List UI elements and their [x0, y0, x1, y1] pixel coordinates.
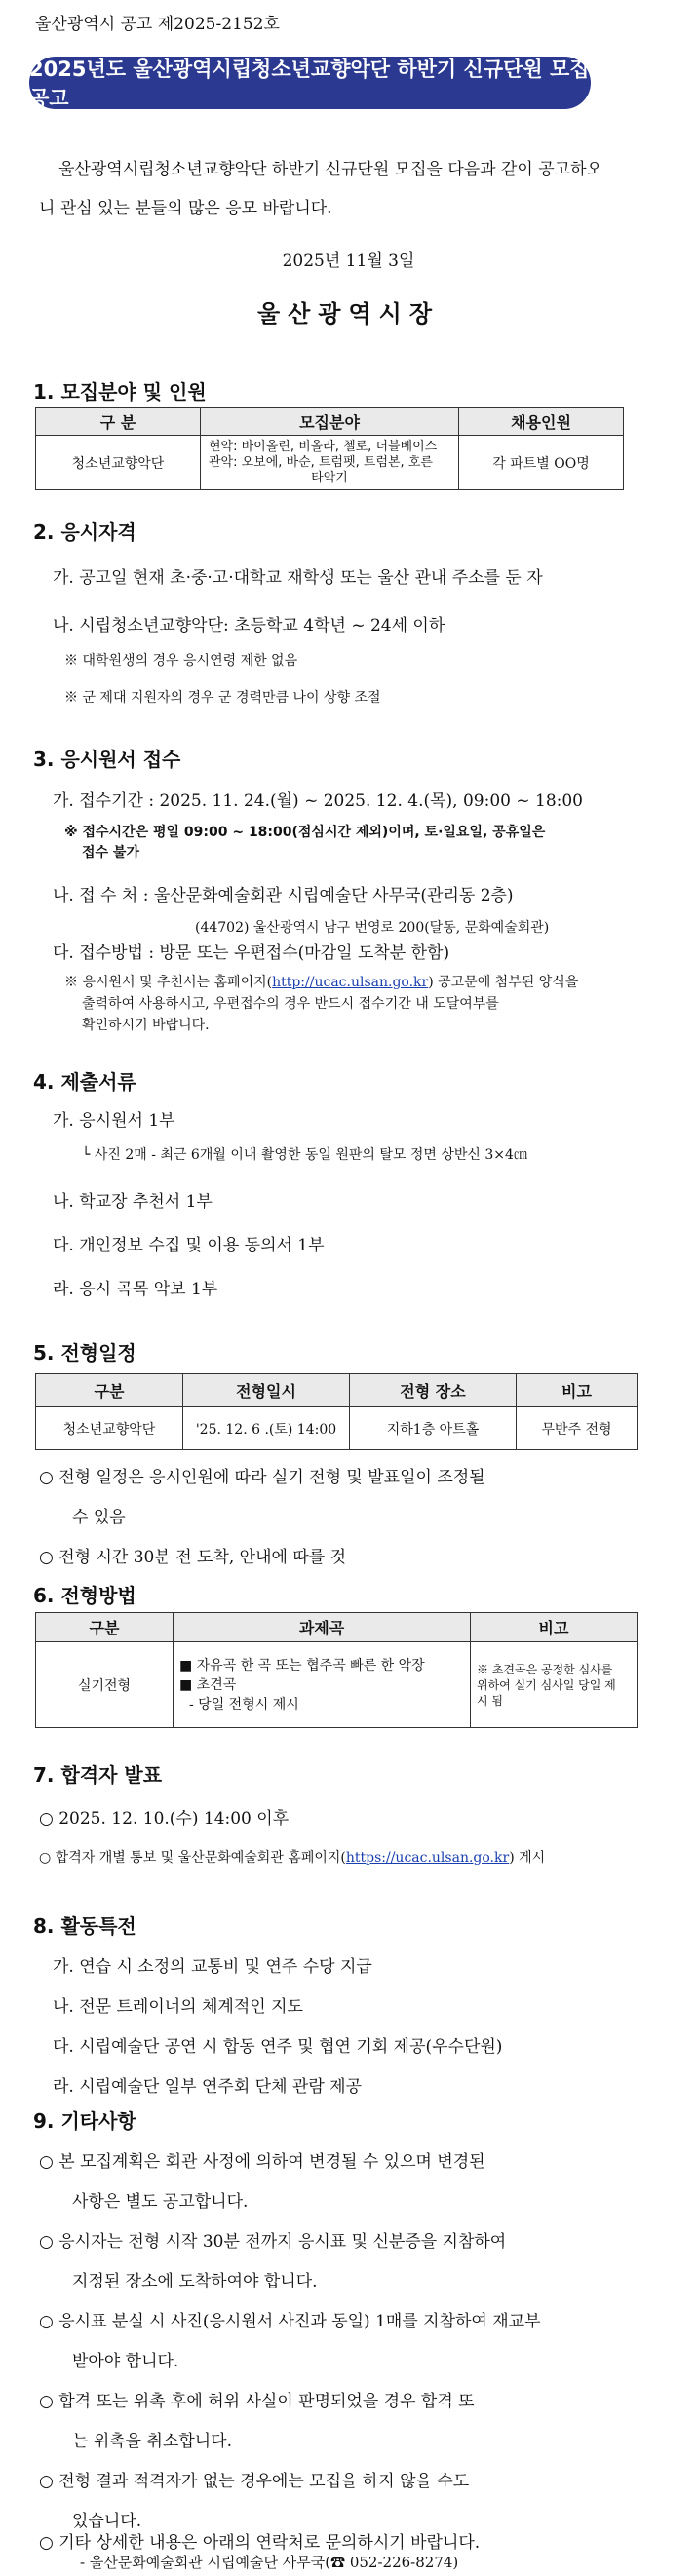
s3-place: 나. 접 수 처 : 울산문화예술회관 시립예술단 사무국(관리동 2층): [53, 886, 514, 905]
s7-date: ○ 2025. 12. 10.(수) 14:00 이후: [39, 1809, 290, 1828]
recruit-table: [35, 407, 624, 490]
recruit-field-winds: 관악: 오보에, 바순, 트럼펫, 트럼본, 호른: [209, 454, 433, 470]
s9-item-4b: 는 위촉을 취소합니다.: [72, 2432, 233, 2451]
section-1-heading: 1. 모집분야 및 인원: [33, 380, 207, 404]
method-col-piece: 과제곡: [174, 1613, 471, 1642]
s8-item-d: 라. 시립예술단 일부 연주회 단체 관람 제공: [53, 2077, 363, 2096]
issuer: 울산광역시장: [256, 299, 441, 327]
s9-item-4a: ○ 합격 또는 위촉 후에 허위 사실이 판명되었을 경우 합격 또: [39, 2392, 475, 2411]
s2-note-2: ※ 군 제대 지원자의 경우 군 경력만큼 나이 상향 조절: [64, 690, 381, 706]
schedule-col-place: 전형 장소: [350, 1374, 517, 1407]
schedule-col-remark: 비고: [517, 1374, 638, 1407]
recruit-col-count: 채용인원: [459, 408, 624, 436]
s2-item-a: 가. 공고일 현재 초·중·고·대학교 재학생 또는 울산 관내 주소를 둔 자: [53, 568, 543, 588]
section-5-heading: 5. 전형일정: [33, 1341, 136, 1365]
method-piece-1: ■ 자유곡 한 곡 또는 협주곡 빠른 한 악장: [179, 1657, 425, 1673]
s4-item-c: 다. 개인정보 수집 및 이용 동의서 1부: [53, 1236, 325, 1255]
s8-item-b: 나. 전문 트레이너의 체계적인 지도: [53, 1997, 303, 2017]
s3-note-form-pre: ※ 응시원서 및 추천서는 홈페이지(: [64, 975, 273, 990]
method-piece-2: ■ 초견곡: [179, 1676, 237, 1693]
method-remark: ※ 초견곡은 공정한 심사를 위하여 실기 심사일 당일 제시 됨: [471, 1642, 638, 1728]
section-9-heading: 9. 기타사항: [33, 2109, 136, 2133]
recruit-field: [201, 436, 459, 490]
s2-note-1: ※ 대학원생의 경우 응시연령 제한 없음: [64, 653, 298, 669]
schedule-remark: 무반주 전형: [517, 1407, 638, 1450]
section-2-heading: 2. 응시자격: [33, 520, 136, 544]
section-7-heading: 7. 합격자 발표: [33, 1763, 163, 1787]
notice-title: 2025년도 울산광역시립청소년교향악단 하반기 신규단원 모집 공고: [29, 58, 590, 110]
section-3-heading: 3. 응시원서 접수: [33, 748, 181, 771]
s9-contact: - 울산문화예술회관 시립예술단 사무국(☎ 052-226-8274): [80, 2554, 459, 2571]
s9-item-5a: ○ 전형 결과 적격자가 없는 경우에는 모집을 하지 않을 수도: [39, 2472, 470, 2491]
notice-number: 울산광역시 공고 제2025-2152호: [35, 15, 280, 34]
intro-paragraph: 울산광역시립청소년교향악단 하반기 신규단원 모집을 다음과 같이 공고하오니 관심 있는 분들의 많은 응모 바랍니다.: [39, 160, 602, 218]
s4-item-a: 가. 응시원서 1부: [53, 1111, 175, 1131]
s3-note-form-2: 출력하여 사용하시고, 우편접수의 경우 반드시 접수기간 내 도달여부를: [82, 996, 499, 1012]
recruit-col-category: 구 분: [36, 408, 201, 436]
s3-method: 다. 접수방법 : 방문 또는 우편접수(마감일 도착분 한함): [53, 943, 450, 963]
s2-item-b: 나. 시립청소년교향악단: 초등학교 4학년 ~ 24세 이하: [53, 616, 445, 635]
s7-notify-pre: ○ 합격자 개별 통보 및 울산문화예술회관 홈페이지(: [39, 1850, 346, 1865]
method-col-type: 구분: [36, 1613, 174, 1642]
recruit-col-field: 모집분야: [201, 408, 459, 436]
method-table: [35, 1612, 638, 1728]
s5-note-1b: 수 있음: [72, 1508, 126, 1527]
recruit-count: 각 파트별 OO명: [459, 436, 624, 490]
s3-note-form-1: [64, 972, 578, 991]
s4-item-a-sub: └ 사진 2매 - 최근 6개월 이내 촬영한 동일 원판의 탈모 정면 상반신 3×4㎝: [82, 1147, 527, 1163]
method-type: 실기전형: [36, 1642, 174, 1728]
homepage-link[interactable]: http://ucac.ulsan.go.kr: [272, 975, 429, 990]
schedule-col-type: 구분: [36, 1374, 183, 1407]
s3-note-hours-2: 접수 불가: [82, 845, 139, 861]
s4-item-b: 나. 학교장 추천서 1부: [53, 1192, 213, 1211]
schedule-table: [35, 1373, 638, 1450]
s8-item-a: 가. 연습 시 소정의 교통비 및 연주 수당 지급: [53, 1957, 372, 1977]
s7-notify-post: ) 게시: [509, 1850, 546, 1865]
s9-item-1b: 사항은 별도 공고합니다.: [72, 2192, 249, 2211]
s3-note-form-3: 확인하시기 바랍니다.: [82, 1018, 210, 1033]
notice-date: 2025년 11월 3일: [282, 251, 415, 271]
s9-item-6: ○ 기타 상세한 내용은 아래의 연락처로 문의하시기 바랍니다.: [39, 2533, 481, 2553]
recruit-field-strings: 현악: 바이올린, 비올라, 첼로, 더블베이스: [209, 439, 438, 454]
s5-note-1a: ○ 전형 일정은 응시인원에 따라 실기 전형 및 발표일이 조정될: [39, 1468, 485, 1487]
s9-item-2a: ○ 응시자는 전형 시작 30분 전까지 응시표 및 신분증을 지참하여: [39, 2232, 507, 2251]
section-4-heading: 4. 제출서류: [33, 1070, 136, 1094]
s7-notify: [39, 1847, 545, 1866]
method-pieces: [174, 1642, 471, 1728]
recruit-field-percussion: 타악기: [311, 470, 348, 485]
schedule-col-datetime: 전형일시: [183, 1374, 350, 1407]
s9-item-3b: 받아야 합니다.: [72, 2352, 179, 2371]
method-col-remark: 비고: [471, 1613, 638, 1642]
s5-note-2: ○ 전형 시간 30분 전 도착, 안내에 따를 것: [39, 1548, 347, 1567]
section-6-heading: 6. 전형방법: [33, 1584, 136, 1607]
schedule-place: 지하1층 아트홀: [350, 1407, 517, 1450]
recruit-category: 청소년교향악단: [36, 436, 201, 490]
s9-item-2b: 지정된 장소에 도착하여야 합니다.: [72, 2272, 318, 2291]
s9-item-5b: 있습니다.: [72, 2512, 142, 2531]
schedule-type: 청소년교향악단: [36, 1407, 183, 1450]
schedule-datetime: '25. 12. 6 .(토) 14:00: [183, 1407, 350, 1450]
section-8-heading: 8. 활동특전: [33, 1914, 136, 1938]
s9-item-3a: ○ 응시표 분실 시 사진(응시원서 사진과 동일) 1매를 지참하여 재교부: [39, 2312, 541, 2331]
s3-address: (44702) 울산광역시 남구 번영로 200(달동, 문화예술회관): [195, 920, 550, 936]
s3-note-form-post: ) 공고문에 첨부된 양식을: [428, 975, 579, 990]
method-piece-3: - 당일 전형시 제시: [189, 1696, 299, 1712]
s3-period: 가. 접수기간 : 2025. 11. 24.(월) ~ 2025. 12. 4.(목), 09:00 ~ 18:00: [53, 791, 583, 811]
result-homepage-link[interactable]: https://ucac.ulsan.go.kr: [345, 1850, 510, 1865]
s4-item-d: 라. 응시 곡목 악보 1부: [53, 1280, 218, 1299]
s9-item-1a: ○ 본 모집계획은 회관 사정에 의하여 변경될 수 있으며 변경된: [39, 2152, 485, 2172]
s3-note-hours-1: ※ 접수시간은 평일 09:00 ~ 18:00(점심시간 제외)이며, 토·일요일, 공휴일은: [64, 825, 546, 840]
s8-item-c: 다. 시립예술단 공연 시 합동 연주 및 협연 기회 제공(우수단원): [53, 2037, 503, 2057]
